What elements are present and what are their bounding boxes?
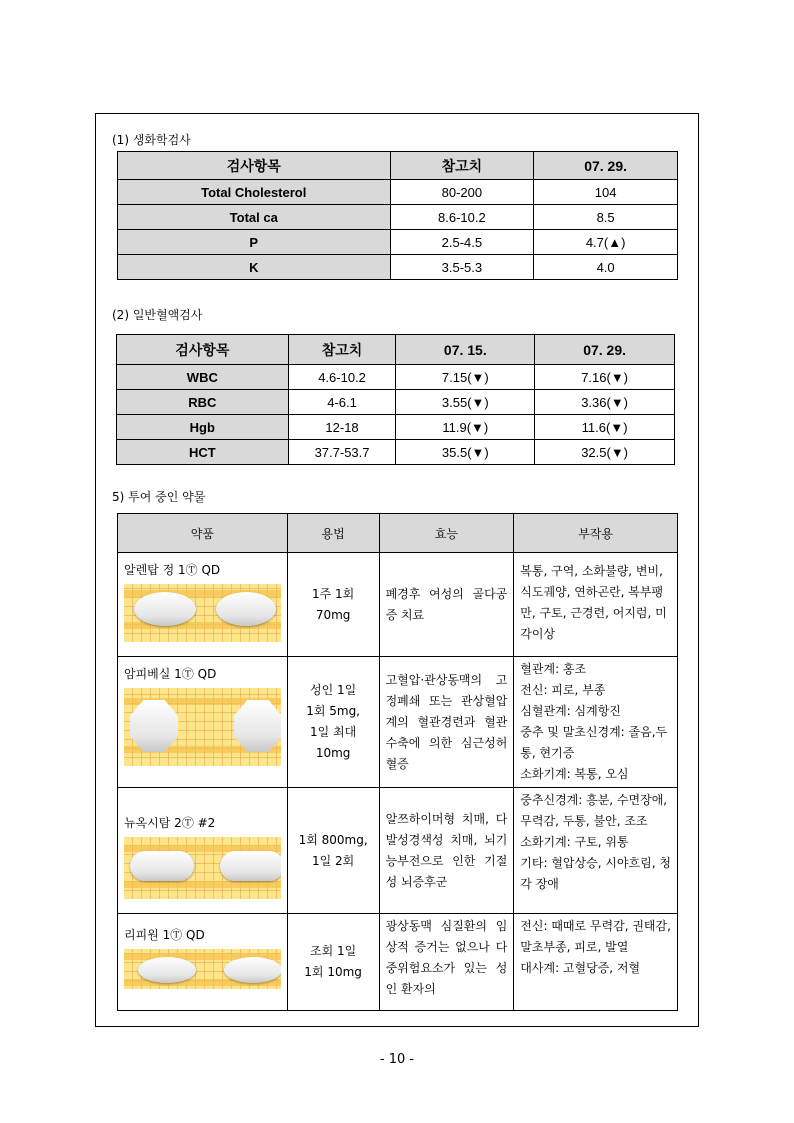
reference-value: 4-6.1 (288, 390, 396, 415)
dosage-cell (287, 788, 379, 914)
pill-shape (224, 957, 281, 983)
test-name: Total ca (118, 205, 391, 230)
dosage-cell (287, 657, 379, 788)
side-effect-line: 중추신경계: 흥분, 수면장애, (520, 793, 668, 807)
dosage-cell (287, 914, 379, 1011)
reference-value: 80-200 (390, 180, 534, 205)
drug-cell (118, 657, 288, 788)
drug-cell (118, 553, 288, 657)
reference-value: 12-18 (288, 415, 396, 440)
side-effect-cell (514, 914, 678, 1011)
table-row (117, 415, 675, 440)
pill-shape (130, 851, 194, 881)
drug-name: 암피베실 1Ⓣ QD (124, 667, 217, 681)
effect-cell: 폐경후 여성의 골다공증 치료 (379, 553, 514, 657)
dosage-line: 10mg (315, 746, 351, 760)
reference-value: 8.6-10.2 (390, 205, 534, 230)
result-value: 3.36(▼) (535, 390, 675, 415)
medication-table (117, 513, 678, 1011)
test-name: P (118, 230, 391, 255)
result-value: 4.0 (534, 255, 678, 280)
drug-name: 뉴옥시탐 2Ⓣ #2 (124, 816, 216, 830)
drug-cell (118, 914, 288, 1011)
pill-shape (234, 700, 281, 752)
section-title-medications: 5) 투여 중인 약물 (112, 490, 206, 504)
header-cell: 07. 29. (534, 152, 678, 180)
result-value: 4.7(▲) (534, 230, 678, 255)
header-cell: 검사항목 (118, 152, 391, 180)
biochem-table (117, 151, 678, 280)
test-name: Total Cholesterol (118, 180, 391, 205)
table-row (118, 205, 678, 230)
table-row (118, 230, 678, 255)
side-effect-line: 전신: 때때로 무력감, 권태감, 말초부종, 피로, 발열 (520, 919, 671, 954)
effect-cell: 알쯔하이머형 치매, 다발성경색성 치매, 뇌기능부전으로 인한 기절성 뇌증후군 (379, 788, 514, 914)
pill-shape (138, 957, 196, 983)
side-effect-line: 소화기계: 복통, 오심 (520, 767, 629, 781)
table-row (117, 390, 675, 415)
test-name: HCT (117, 440, 289, 465)
result-value: 7.16(▼) (535, 365, 675, 390)
result-value: 11.6(▼) (535, 415, 675, 440)
section-title-biochem: (1) 생화학검사 (112, 133, 191, 147)
dosage-line: 1일 최대 (310, 725, 357, 739)
dosage-line: 70mg (315, 607, 351, 622)
side-effect-line: 복통, 구역, 소화불량, 변비, 식도궤양, 연하곤란, 복부팽만, 구토, 근경련, 어지럼, 미각이상 (520, 564, 667, 641)
table-row (117, 365, 675, 390)
header-cell: 용법 (287, 514, 379, 553)
header-cell: 07. 15. (396, 335, 535, 365)
pill-shape (130, 700, 178, 752)
header-cell: 검사항목 (117, 335, 289, 365)
table-header-row (118, 152, 678, 180)
header-cell: 부작용 (514, 514, 678, 553)
side-effect-line: 무력감, 두통, 불안, 조조 (520, 814, 648, 828)
table-row (117, 440, 675, 465)
header-cell: 07. 29. (535, 335, 675, 365)
result-value: 11.9(▼) (396, 415, 535, 440)
drug-cell (118, 788, 288, 914)
dosage-line: 1주 1회 (311, 586, 355, 601)
side-effect-line: 소화기계: 구토, 위통 (520, 835, 629, 849)
dosage-line: 성인 1일 (310, 683, 357, 697)
drug-name: 리피원 1Ⓣ QD (124, 928, 205, 942)
pill-shape (134, 592, 196, 626)
dosage-line: 1일 2회 (311, 853, 355, 868)
effect-cell: 고혈압·관상동맥의 고정폐쇄 또는 관상혈압계의 혈관경련과 혈관수축에 의한 심근성허혈증 (379, 657, 514, 788)
side-effect-line: 심혈관계: 심계항진 (520, 704, 621, 718)
header-cell: 참고치 (390, 152, 534, 180)
result-value: 32.5(▼) (535, 440, 675, 465)
test-name: Hgb (117, 415, 289, 440)
dosage-line: 1회 10mg (304, 965, 362, 979)
side-effect-line: 혈관계: 홍조 (520, 662, 587, 676)
table-row (118, 180, 678, 205)
pill-photo (124, 688, 281, 766)
pill-shape (216, 592, 276, 626)
table-row (118, 788, 678, 914)
reference-value: 4.6-10.2 (288, 365, 396, 390)
result-value: 3.55(▼) (396, 390, 535, 415)
pill-shape (220, 851, 281, 881)
test-name: RBC (117, 390, 289, 415)
section-title-blood: (2) 일반혈액검사 (112, 308, 203, 322)
dosage-line: 조회 1일 (310, 944, 357, 958)
dosage-cell (287, 553, 379, 657)
result-value: 8.5 (534, 205, 678, 230)
test-name: K (118, 255, 391, 280)
header-cell: 효능 (379, 514, 514, 553)
table-row (118, 255, 678, 280)
pill-photo (124, 837, 281, 899)
table-row (118, 657, 678, 788)
pill-photo (124, 584, 281, 642)
header-cell: 참고치 (288, 335, 396, 365)
dosage-line: 1회 800mg, (298, 832, 368, 847)
side-effect-line: 대사계: 고혈당증, 저혈 (520, 961, 641, 975)
test-name: WBC (117, 365, 289, 390)
table-header-row (118, 514, 678, 553)
side-effect-line: 전신: 피로, 부종 (520, 683, 606, 697)
table-header-row (117, 335, 675, 365)
table-row (118, 553, 678, 657)
blood-table (116, 334, 675, 465)
reference-value: 2.5-4.5 (390, 230, 534, 255)
side-effect-line: 중추 및 말초신경계: 졸음,두통, 현기증 (520, 725, 668, 760)
result-value: 104 (534, 180, 678, 205)
pill-photo (124, 949, 281, 989)
result-value: 35.5(▼) (396, 440, 535, 465)
page-number: - 10 - (379, 1052, 415, 1067)
header-cell: 약품 (118, 514, 288, 553)
drug-name: 알렌탑 정 1Ⓣ QD (124, 563, 221, 577)
side-effect-line: 기타: 혈압상승, 시야흐림, 청각 장애 (520, 856, 671, 891)
dosage-line: 1회 5mg, (306, 704, 361, 718)
reference-value: 37.7-53.7 (288, 440, 396, 465)
side-effect-cell (514, 553, 678, 657)
table-row (118, 914, 678, 1011)
reference-value: 3.5-5.3 (390, 255, 534, 280)
result-value: 7.15(▼) (396, 365, 535, 390)
side-effect-cell (514, 788, 678, 914)
effect-cell: 광상동맥 심질환의 임상적 증거는 없으나 다중위험요소가 있는 성인 환자의 (379, 914, 514, 1011)
side-effect-cell (514, 657, 678, 788)
